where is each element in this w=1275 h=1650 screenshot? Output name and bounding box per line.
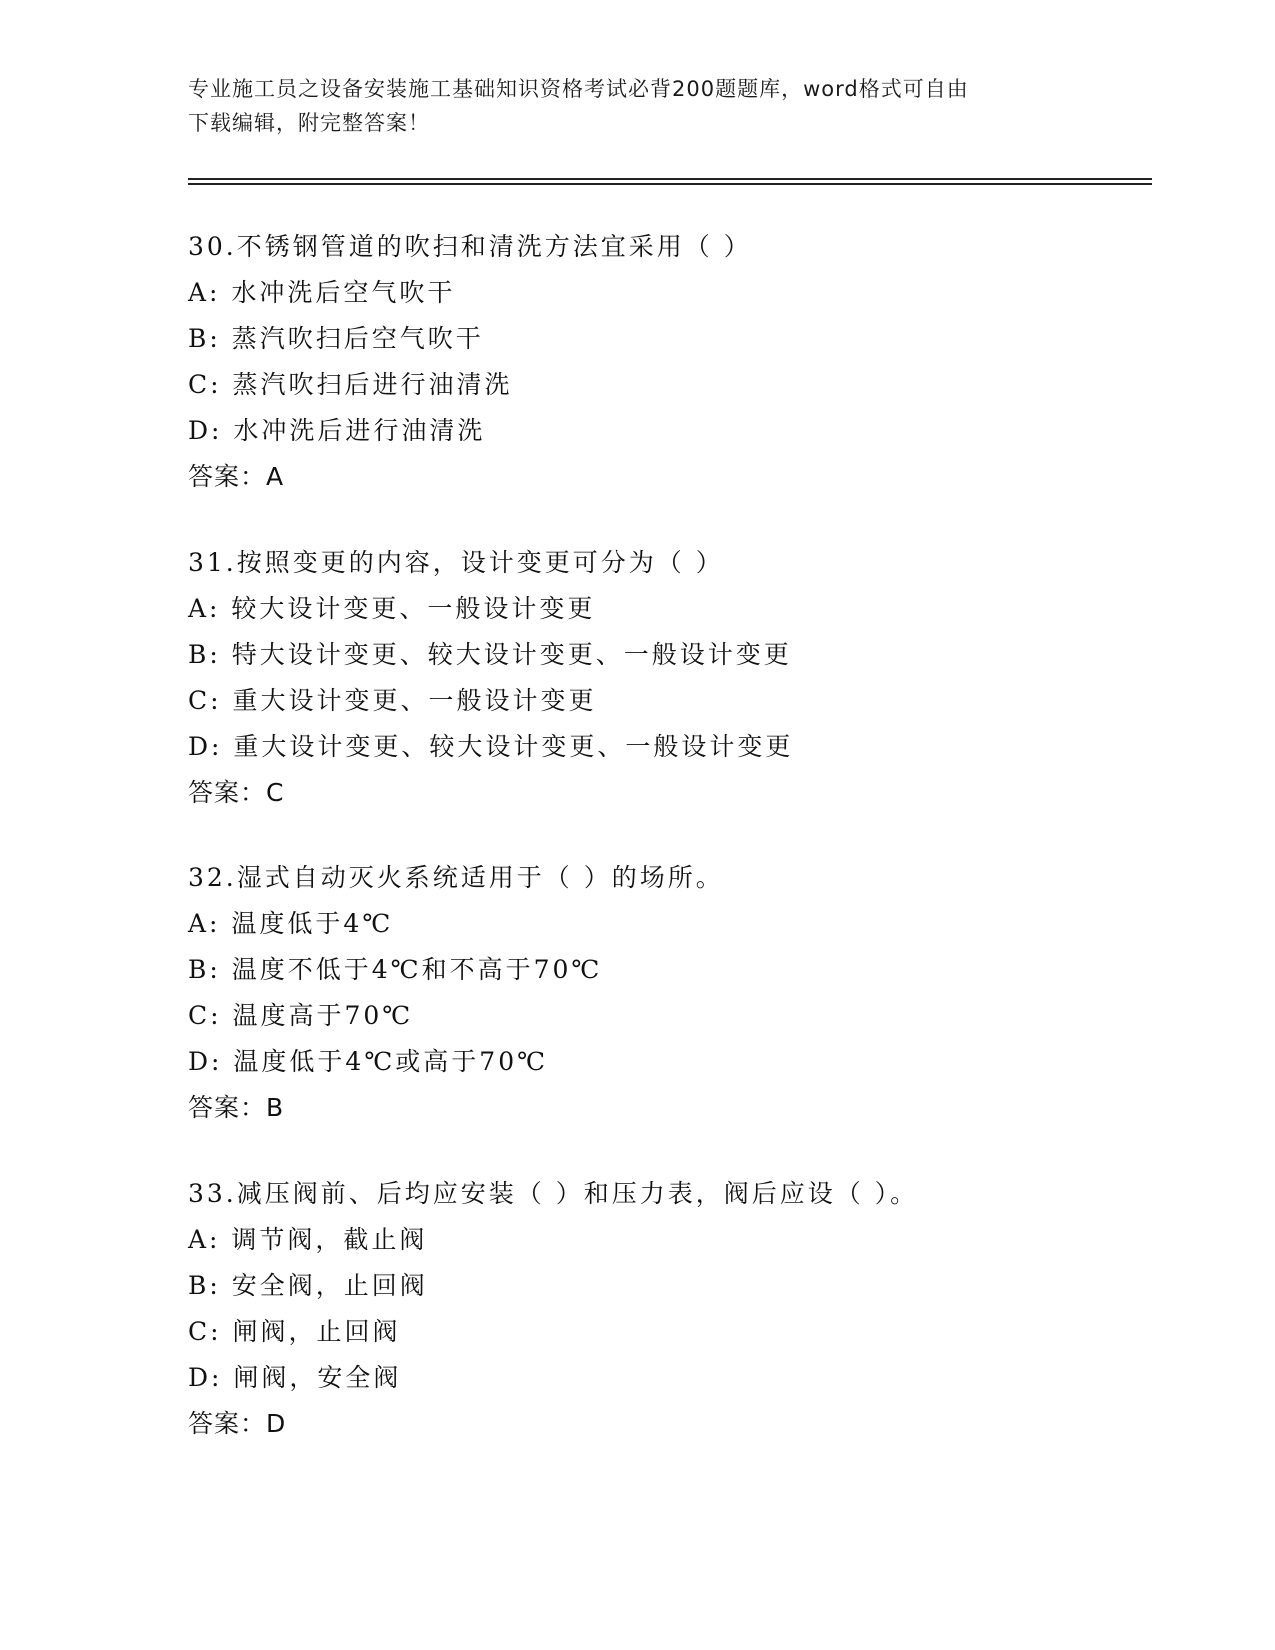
document-header xyxy=(188,72,1088,140)
option-b: B: 温度不低于4℃和不高于70℃ xyxy=(188,955,603,984)
answer-line: 答案：B xyxy=(188,1093,285,1122)
question-stem: 30.不锈钢管道的吹扫和清洗方法宜采用（ ） xyxy=(188,232,752,261)
question-stem: 32.湿式自动灭火系统适用于（ ）的场所。 xyxy=(188,863,724,892)
header-divider-top xyxy=(188,178,1152,180)
option-a: A: 调节阀，截止阀 xyxy=(188,1225,428,1254)
question-stem: 33.减压阀前、后均应安装（ ）和压力表，阀后应设（ ）。 xyxy=(188,1179,919,1208)
option-a: A: 水冲洗后空气吹干 xyxy=(188,278,456,307)
answer-line: 答案：A xyxy=(188,462,285,491)
option-a: A: 较大设计变更、一般设计变更 xyxy=(188,594,596,623)
option-c: C: 温度高于70℃ xyxy=(188,1001,414,1030)
option-c: C: 蒸汽吹扫后进行油清洗 xyxy=(188,370,513,399)
header-line-1: 专业施工员之设备安装施工基础知识资格考试必背200题题库，word格式可自由 xyxy=(188,77,969,101)
question-33 xyxy=(188,1171,1148,1447)
option-c: C: 重大设计变更、一般设计变更 xyxy=(188,686,597,715)
header-divider-bottom xyxy=(188,183,1152,185)
option-b: B: 安全阀，止回阀 xyxy=(188,1271,428,1300)
option-b: B: 蒸汽吹扫后空气吹干 xyxy=(188,324,484,353)
question-31 xyxy=(188,540,1148,816)
option-b: B: 特大设计变更、较大设计变更、一般设计变更 xyxy=(188,640,792,669)
question-32 xyxy=(188,855,1148,1131)
answer-line: 答案：C xyxy=(188,778,285,807)
option-d: D: 闸阀，安全阀 xyxy=(188,1363,402,1392)
header-line-2: 下载编辑，附完整答案！ xyxy=(188,111,430,135)
option-a: A: 温度低于4℃ xyxy=(188,909,394,938)
answer-line: 答案：D xyxy=(188,1409,287,1438)
question-stem: 31.按照变更的内容，设计变更可分为（ ） xyxy=(188,548,724,577)
question-30 xyxy=(188,224,1148,500)
option-d: D: 温度低于4℃或高于70℃ xyxy=(188,1047,549,1076)
option-c: C: 闸阀，止回阀 xyxy=(188,1317,401,1346)
option-d: D: 水冲洗后进行油清洗 xyxy=(188,416,486,445)
option-d: D: 重大设计变更、较大设计变更、一般设计变更 xyxy=(188,732,794,761)
